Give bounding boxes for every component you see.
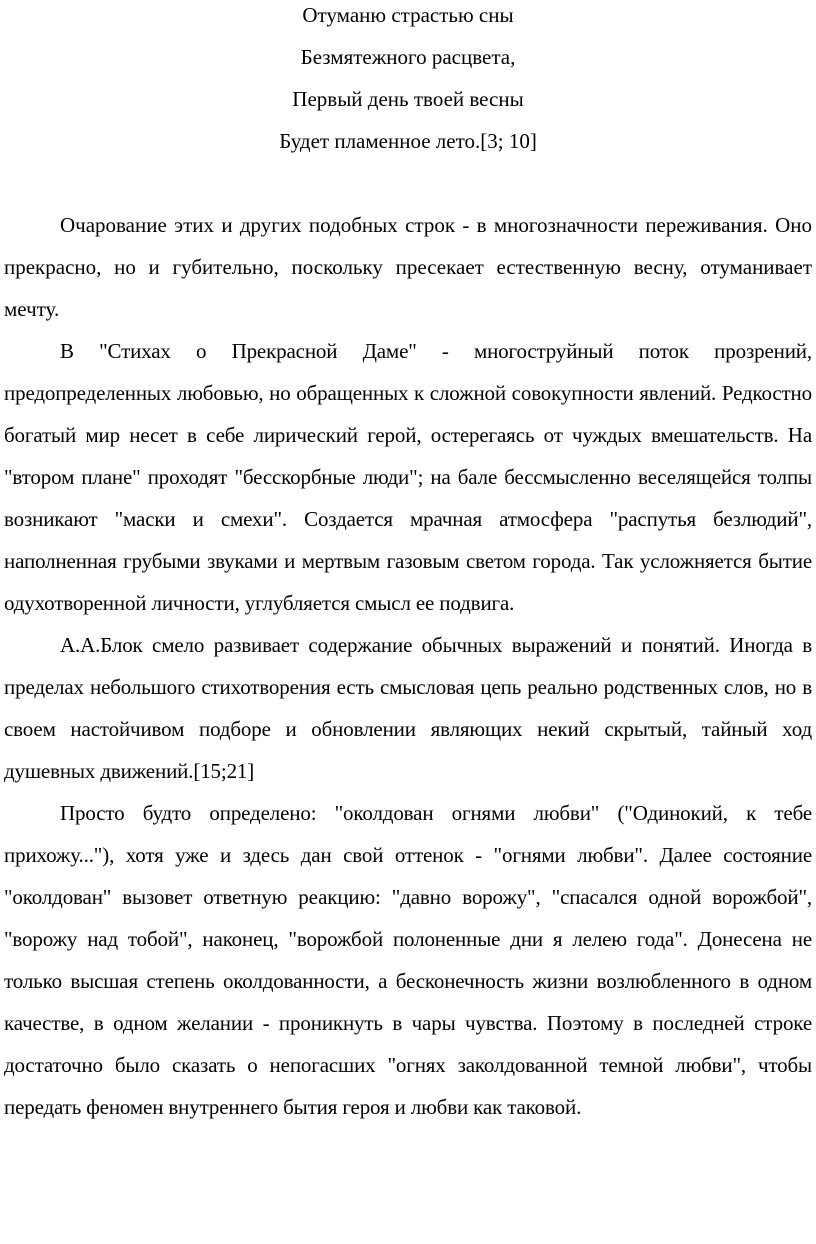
body-text xyxy=(4,204,812,1128)
poem-line: Безмятежного расцвета, xyxy=(300,45,516,69)
poem-stanza xyxy=(4,0,812,162)
poem-line-with-citation: Будет пламенное лето.[3; 10] xyxy=(279,129,537,153)
paragraph: Очарование этих и других подобных строк - в многозначности переживания. Оно прекрасно, но и губительно, поскольку пресекает естественную весну, отуманивает мечту. xyxy=(4,213,812,321)
paragraph: Просто будто определено: "околдован огнями любви" ("Одинокий, к тебе прихожу..."), хотя уже и здесь дан свой оттенок - "огнями любви". Далее состояние "околдован" вызовет ответную реакцию: "давно ворожу", "спасался одной ворожбой", "ворожу над тобой", наконец, "ворожбой полоненные дни я лелею года". Донесена не только высшая степень околдованности, а бесконечность жизни возлюбленного в одном качестве, в одном желании - проникнуть в чары чувства. Поэтому в последней строке достаточно было сказать о непогасших "огнях заколдованной темной любви", чтобы передать феномен внутреннего бытия героя и любви как таковой. xyxy=(4,801,812,1119)
paragraph: В "Стихах о Прекрасной Даме" - многоструйный поток прозрений, предопределенных любовью, но обращенных к сложной совокупности явлений. Редкостно богатый мир несет в себе лирический герой, остерегаясь от чуждых вмешательств. На "втором плане" проходят "бесскорбные люди"; на бале бессмысленно веселящейся толпы возникают "маски и смехи". Создается мрачная атмосфера "распутья безлюдий", наполненная грубыми звуками и мертвым газовым светом города. Так усложняется бытие одухотворенной личности, углубляется смысл ее подвига. xyxy=(4,339,812,615)
poem-line: Первый день твоей весны xyxy=(292,87,524,111)
poem-line: Отуманю страстью сны xyxy=(302,3,514,27)
paragraph: А.А.Блок смело развивает содержание обычных выражений и понятий. Иногда в пределах небольшого стихотворения есть смысловая цепь реально родственных слов, но в своем настойчивом подборе и обновлении являющих некий скрытый, тайный ход душевных движений.[15;21] xyxy=(4,633,812,783)
